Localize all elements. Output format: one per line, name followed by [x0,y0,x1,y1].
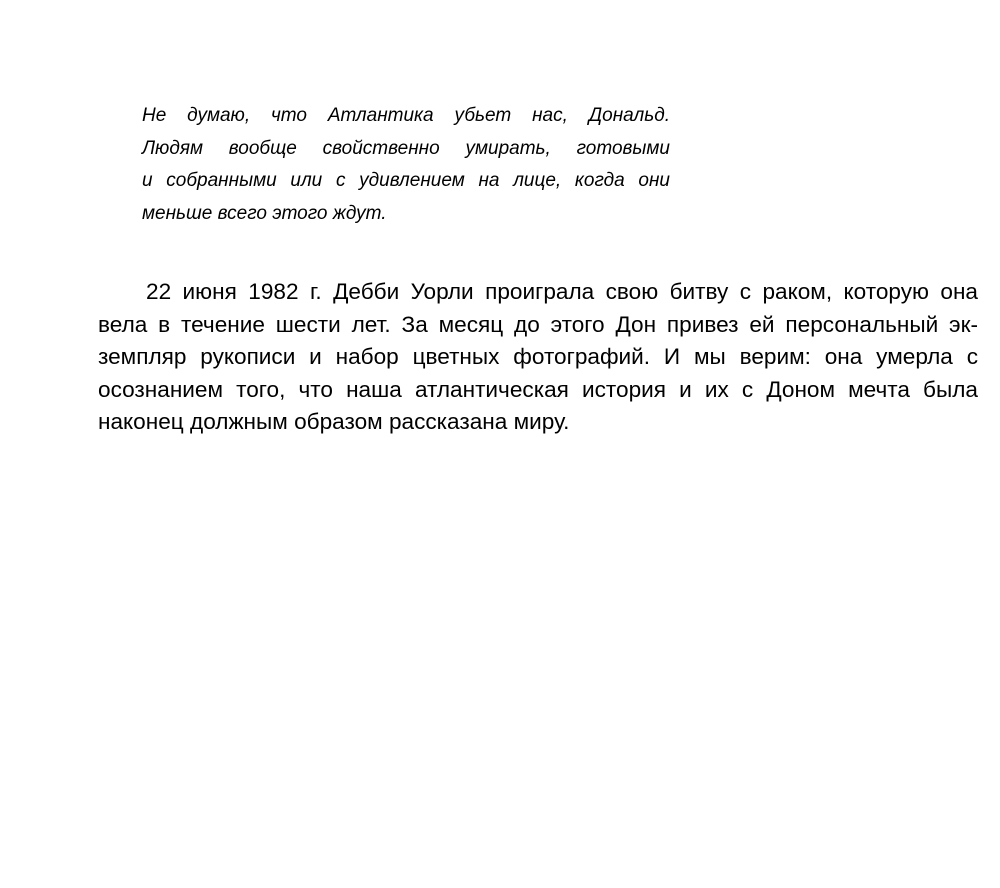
paragraph-line: осознанием того, что наша атлантическая история и их с Доном мечта была [98,376,978,402]
paragraph-line: 22 июня 1982 г. Дебби Уорли проиграла свою битву с раком, которую она [146,279,978,304]
body-paragraph [98,276,978,439]
paragraph-line: вела в течение шести лет. За месяц до этого Дон привез ей персональный эк- [98,311,978,337]
epigraph-quote [142,100,670,230]
paragraph-line: земпляр рукописи и набор цветных фотографий. И мы верим: она умерла с [98,344,978,370]
epigraph-line: меньше всего этого ждут. [142,202,387,224]
epigraph-line: и собранными или с удивлением на лице, когда они [142,170,670,192]
epigraph-line: Не думаю, что Атлантика убьет нас, Дональд. [142,105,670,126]
paragraph-line: наконец должным образом рассказана миру. [98,409,570,435]
epigraph-line: Людям вообще свойственно умирать, готовыми [142,137,670,159]
